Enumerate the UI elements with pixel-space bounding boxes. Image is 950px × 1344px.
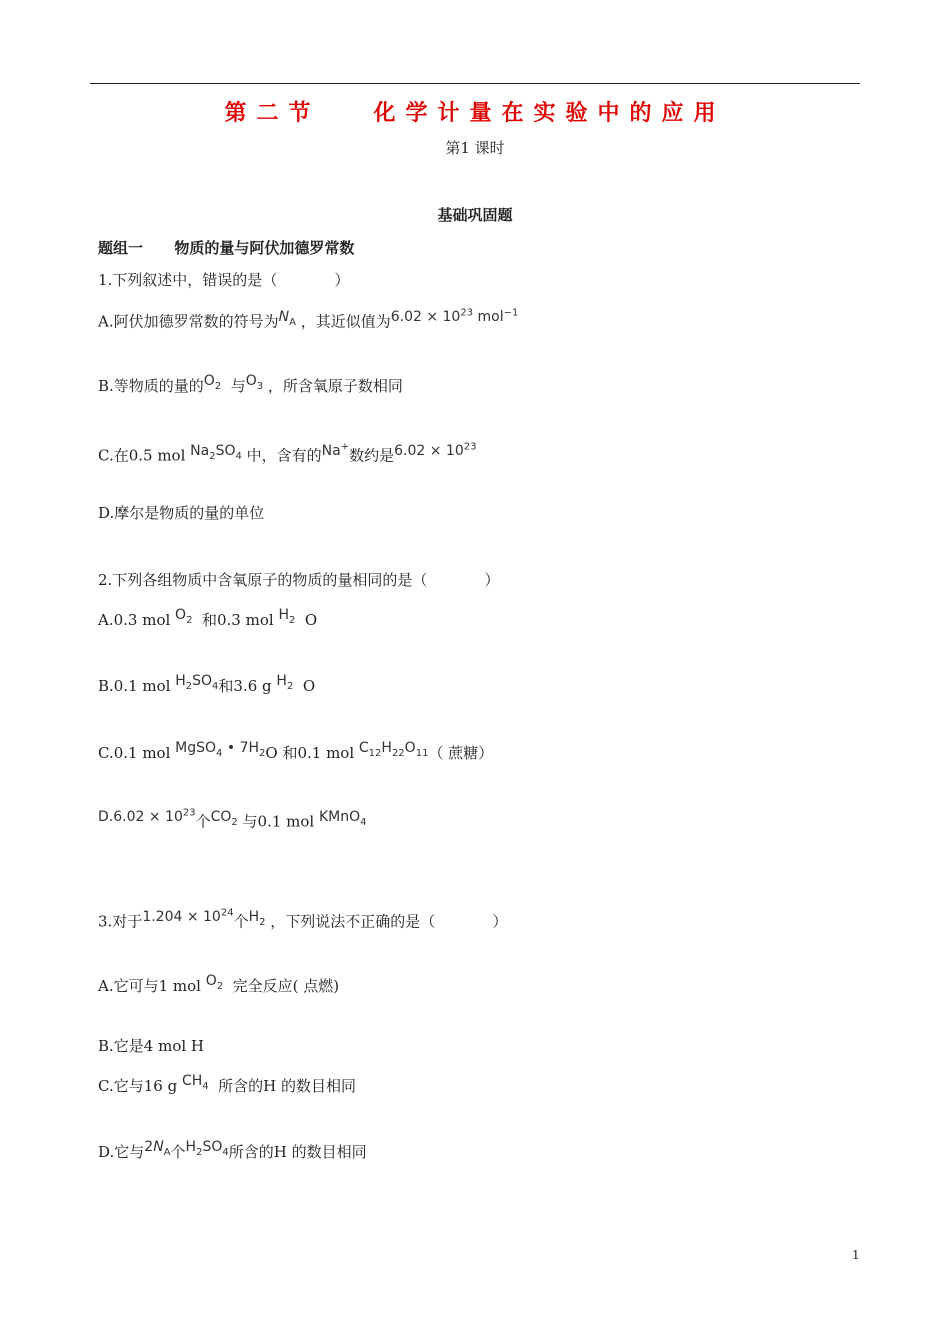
formula-o2: $O_2$ xyxy=(203,373,222,392)
formula-mgso4-7h2: MgSO$_4$ • $7H_2$ xyxy=(175,740,266,759)
formula-o2: $O_2$ xyxy=(205,973,224,992)
q2-option-d: $D.6.02 \times 10^{23}$个$CO_2$ 与0.1 mol KMnO$_4$ xyxy=(98,807,367,831)
q1-option-c: C.在0.5 mol $Na_2SO_4$ 中，含有的Na+数约是$6.02 \times 10^{23}$ xyxy=(98,441,477,465)
q3-option-b: B.它是4 mol H xyxy=(98,1037,205,1055)
formula-na: $N_A$ xyxy=(278,308,296,328)
formula-na2so4: $Na_2SO_4$ xyxy=(190,442,242,462)
q1-option-b: B.等物质的量的$O_2$ 与$O_3$ ，所含氧原子数相同 xyxy=(98,373,403,395)
q2-option-a: A.0.3 mol $O_2$ 和0.3 mol $H_2$ O xyxy=(98,607,318,629)
formula-ch4: $CH_4$ xyxy=(181,1073,209,1092)
q3-option-c: C.它与16 g $CH_4$ 所含的H 的数目相同 xyxy=(98,1073,357,1095)
group-heading: 题组一 物质的量与阿伏加德罗常数 xyxy=(98,239,355,257)
q1-option-d: D.摩尔是物质的量的单位 xyxy=(98,504,265,522)
formula-h2so4: $H_2SO_4$ xyxy=(185,1139,229,1158)
formula-co2: $CO_2$ xyxy=(210,808,238,828)
lesson-subtitle: 第1 课时 xyxy=(445,139,505,157)
q1-stem: 1.下列叙述中，错误的是（ ） xyxy=(98,271,350,289)
section-heading: 基础巩固题 xyxy=(437,206,513,224)
formula-kmno4: KMnO$_4$ xyxy=(319,808,367,828)
formula-h2so4: $H_2SO_4$ xyxy=(175,673,219,692)
formula-1-204e24: $1.204 \times 10^{24}$ xyxy=(142,907,234,925)
formula-2na: $2N_A$ xyxy=(144,1139,171,1158)
formula-sucrose: $C_{12}H_{22}O_{11}$ xyxy=(358,740,429,759)
q3-option-d: D.它与$2N_A$个$H_2SO_4$所含的H 的数目相同 xyxy=(98,1139,367,1161)
formula-na-ion: Na+ xyxy=(321,441,350,459)
q2-stem: 2.下列各组物质中含氧原子的物质的量相同的是（ ） xyxy=(98,571,500,589)
formula-avogadro-value: $6.02 \times 10^{23}$ mol$^{-1}$ xyxy=(390,307,519,325)
formula-h2: $H_2$ xyxy=(248,908,266,928)
formula-h2: $H_2$ xyxy=(278,607,296,626)
formula-6-02e23: $6.02 \times 10^{23}$ xyxy=(113,807,196,825)
formula-o3: $O_3$ xyxy=(245,373,264,392)
q1-option-a: A.阿伏加德罗常数的符号为$N_A$ ，其近似值为$6.02 \times 10^{23}$ mol$^{-1}$ xyxy=(98,307,519,331)
page-number: 1 xyxy=(852,1248,860,1262)
q2-option-b: B.0.1 mol $H_2SO_4$和3.6 g $H_2$ O xyxy=(98,673,316,695)
header-rule xyxy=(90,83,860,84)
formula-6-02e23: $6.02 \times 10^{23}$ xyxy=(394,441,477,459)
page-title: 第二节 化学计量在实验中的应用 xyxy=(224,101,726,126)
formula-o2: $O_2$ xyxy=(175,607,193,626)
formula-h2: $H_2$ xyxy=(276,673,294,692)
q2-option-c: C.0.1 mol MgSO$_4$ • $7H_2O$ 和0.1 mol $C_{12}H_{22}O_{11}$（ 蔗糖） xyxy=(98,740,494,762)
q3-option-a: A.它可与1 mol $O_2$ 完全反应( 点燃) xyxy=(98,973,340,995)
q3-stem: 3.对于$1.204 \times 10^{24}$个$H_2$ ，下列说法不正确的是（ ） xyxy=(98,907,508,931)
